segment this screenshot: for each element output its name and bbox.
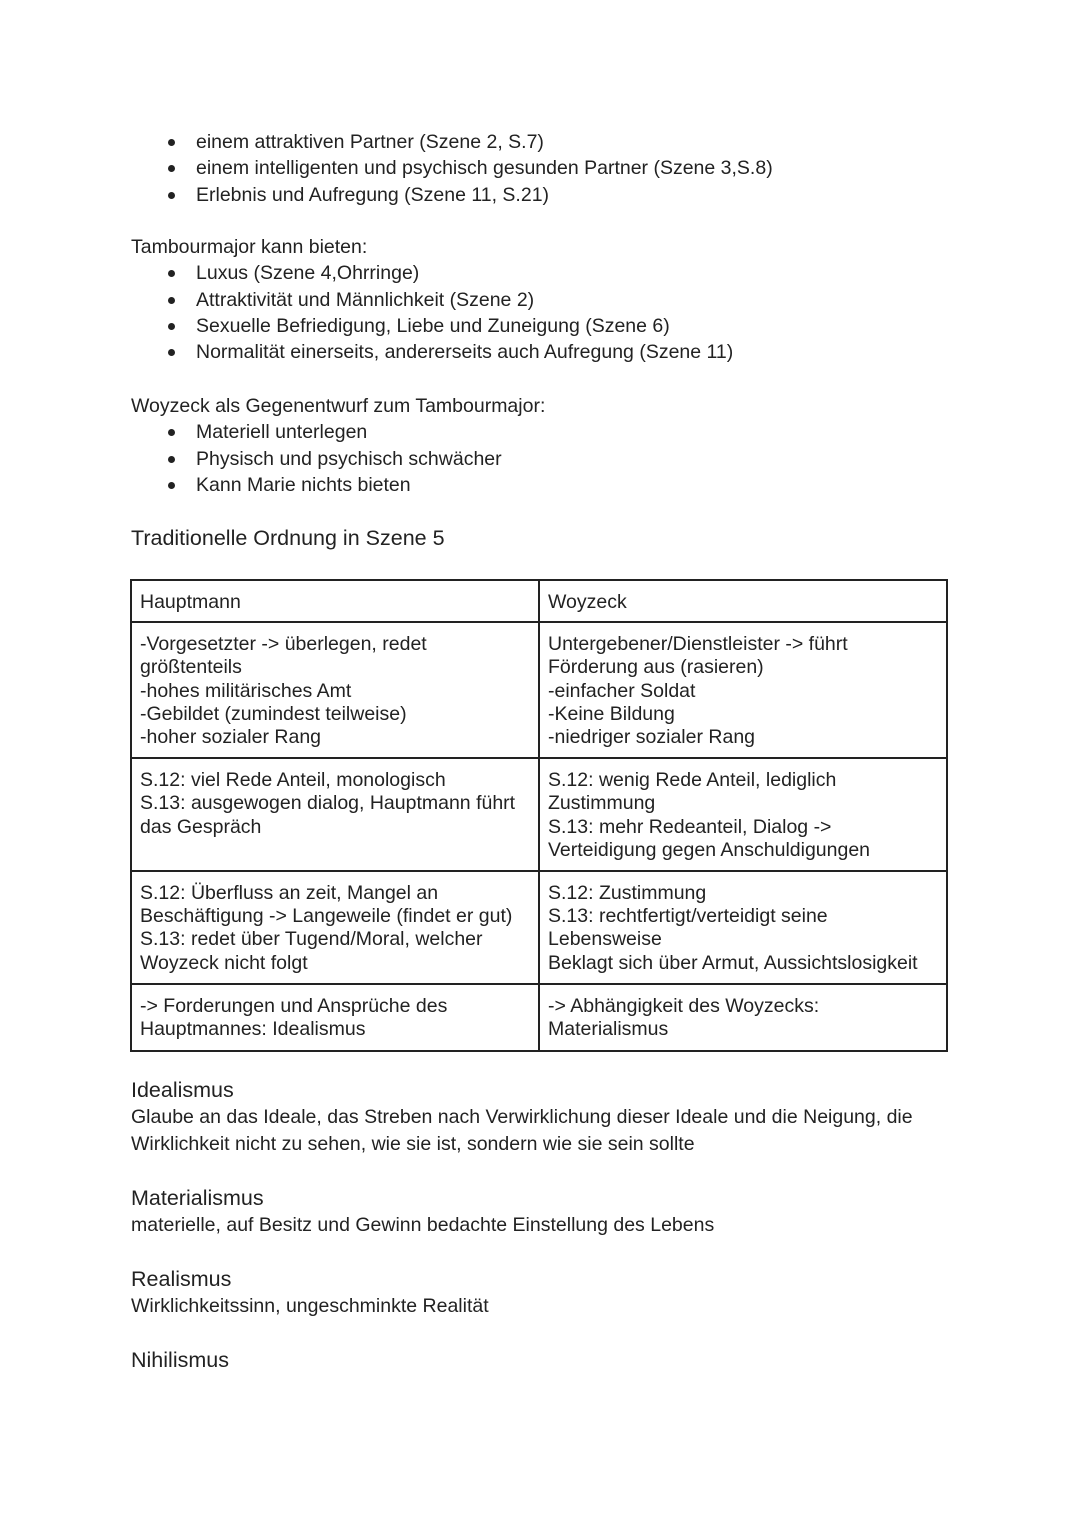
definition-idealismus xyxy=(131,1076,951,1158)
list-item: einem attraktiven Partner (Szene 2, S.7) xyxy=(131,129,773,155)
table-cell: S.12: Überfluss an zeit, Mangel an Beschäftigung -> Langeweile (findet er gut) S.13: redet über Tugend/Moral, welcher Woyzeck nicht folgt xyxy=(131,871,539,984)
comparison-table xyxy=(130,579,948,1052)
table-cell: S.12: Zustimmung S.13: rechtfertigt/verteidigt seine Lebensweise Beklagt sich über Armut, Aussichtslosigkeit xyxy=(539,871,947,984)
definition-realismus xyxy=(131,1265,951,1320)
tambourmajor-intro: Tambourmajor kann bieten: xyxy=(131,236,368,258)
definition-term: Nihilismus xyxy=(131,1348,229,1372)
table-row xyxy=(131,622,947,758)
tambourmajor-section xyxy=(131,234,733,365)
definition-term: Idealismus xyxy=(131,1078,234,1102)
list-item: Kann Marie nichts bieten xyxy=(131,472,545,498)
list-item: Attraktivität und Männlichkeit (Szene 2) xyxy=(131,287,733,313)
table-row xyxy=(131,758,947,871)
definition-materialismus xyxy=(131,1184,951,1239)
column-header-woyzeck: Woyzeck xyxy=(539,580,947,622)
table-cell: -Vorgesetzter -> überlegen, redet größtenteils -hohes militärisches Amt -Gebildet (zumindest teilweise) -hoher sozialer Rang xyxy=(131,622,539,758)
table-heading: Traditionelle Ordnung in Szene 5 xyxy=(131,526,445,550)
list-item: Luxus (Szene 4,Ohrringe) xyxy=(131,260,733,286)
definition-term: Realismus xyxy=(131,1267,232,1291)
table-cell: S.12: wenig Rede Anteil, lediglich Zustimmung S.13: mehr Redeanteil, Dialog -> Verteidigung gegen Anschuldigungen xyxy=(539,758,947,871)
list-item: Erlebnis und Aufregung (Szene 11, S.21) xyxy=(131,182,773,208)
list-item: einem intelligenten und psychisch gesunden Partner (Szene 3,S.8) xyxy=(131,155,773,181)
woyzeck-section xyxy=(131,393,545,498)
definition-term: Materialismus xyxy=(131,1186,264,1210)
table-cell: S.12: viel Rede Anteil, monologisch S.13: ausgewogen dialog, Hauptmann führt das Gespräch xyxy=(131,758,539,871)
table-row xyxy=(131,984,947,1051)
definition-nihilismus xyxy=(131,1346,951,1374)
definition-text: materielle, auf Besitz und Gewinn bedachte Einstellung des Lebens xyxy=(131,1214,715,1236)
definition-text: Glaube an das Ideale, das Streben nach Verwirklichung dieser Ideale und die Neigung, die Wirklichkeit nicht zu sehen, wie sie ist, sondern wie sie sein sollte xyxy=(131,1106,913,1155)
list-item: Sexuelle Befriedigung, Liebe und Zuneigung (Szene 6) xyxy=(131,313,733,339)
table-row xyxy=(131,871,947,984)
definition-text: Wirklichkeitssinn, ungeschminkte Realität xyxy=(131,1295,489,1317)
top-bullet-list xyxy=(131,129,773,208)
column-header-hauptmann: Hauptmann xyxy=(131,580,539,622)
list-item: Normalität einerseits, andererseits auch Aufregung (Szene 11) xyxy=(131,339,733,365)
table-header-row xyxy=(131,580,947,622)
list-item: Physisch und psychisch schwächer xyxy=(131,446,545,472)
table-cell: -> Forderungen und Ansprüche des Hauptmannes: Idealismus xyxy=(131,984,539,1051)
list-item: Materiell unterlegen xyxy=(131,419,545,445)
table-cell: Untergebener/Dienstleister -> führt Förderung aus (rasieren) -einfacher Soldat -Keine Bildung -niedriger sozialer Rang xyxy=(539,622,947,758)
table-cell: -> Abhängigkeit des Woyzecks: Materialismus xyxy=(539,984,947,1051)
woyzeck-intro: Woyzeck als Gegenentwurf zum Tambourmajor: xyxy=(131,395,546,417)
